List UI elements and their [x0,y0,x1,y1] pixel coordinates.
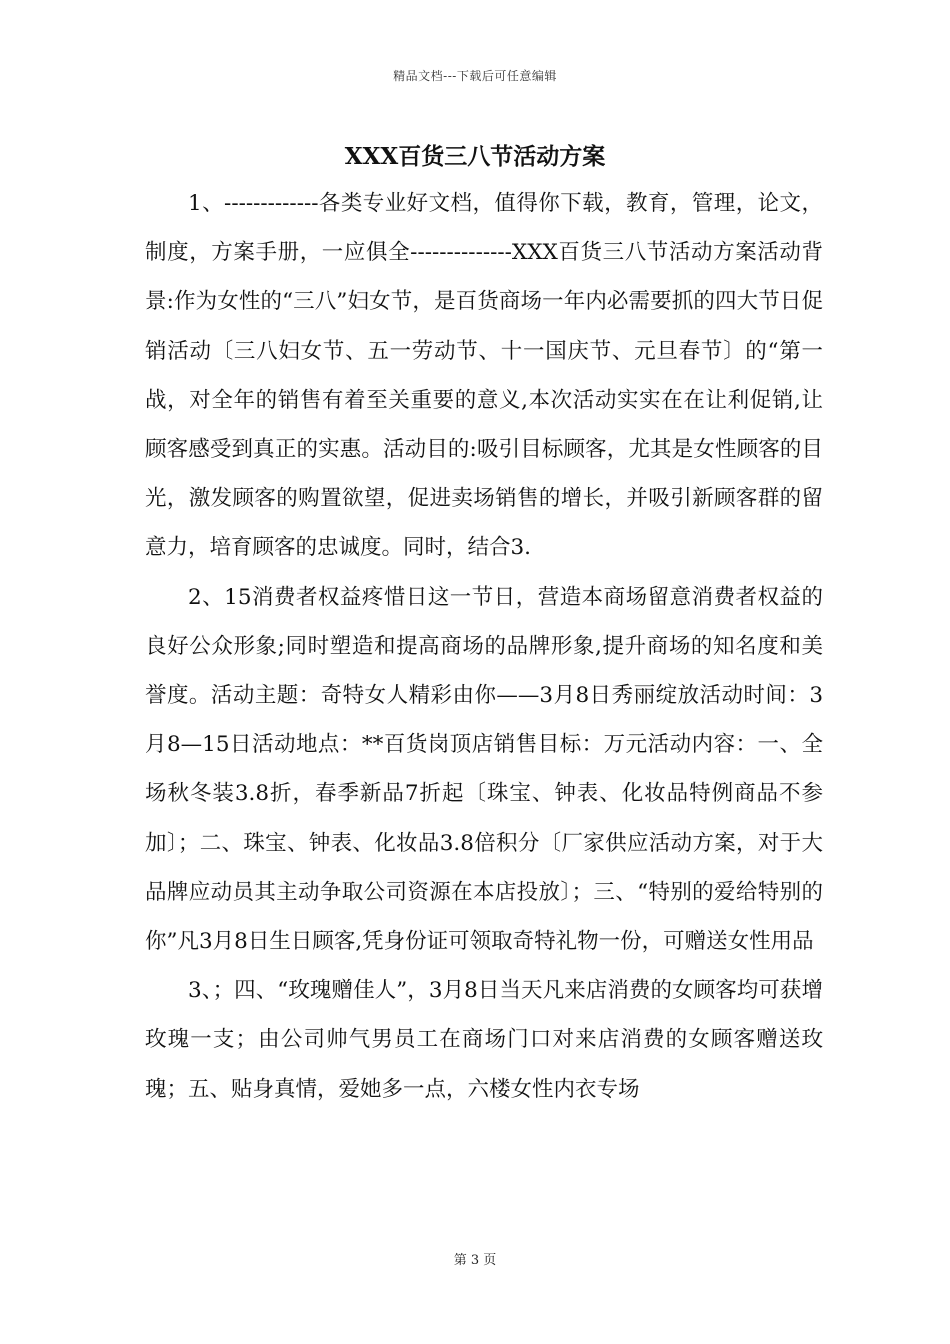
document-title: XXX百货三八节活动方案 [344,143,606,170]
header-note: 精品文档---下载后可任意编辑 [393,69,557,83]
paragraph-1: 1、-------------各类专业好文档，值得你下载，教育，管理，论文，制度，方案手册，一应俱全--------------XXX百货三八节活动方案活动背景:作为女性的“三八”妇女节，是百货商场一年内必需要抓的四大节日促销活动〔三八妇女节、五一劳动节、十一国庆节、元旦春节〕的“第一战，对全年的销售有着至关重要的意义,本次活动实实在在让利促销,让顾客感受到真正的实惠。活动目的:吸引目标顾客，尤其是女性顾客的目光，激发顾客的购置欲望，促进卖场销售的增长，并吸引新顾客群的留意力，培育顾客的忠诚度。同时，结合3. [145,191,823,561]
page-number: 第 3 页 [453,1253,497,1268]
paragraph-2: 2、15消费者权益疼惜日这一节日，营造本商场留意消费者权益的良好公众形象;同时塑造和提高商场的品牌形象,提升商场的知名度和美誉度。活动主题：奇特女人精彩由你——3月8日秀丽绽放活动时间：3月8—15日活动地点：**百货岗顶店销售目标：万元活动内容：一、全场秋冬装3.8折，春季新品7折起〔珠宝、钟表、化妆品特例商品不参加〕；二、珠宝、钟表、化妆品3.8倍积分〔厂家供应活动方案，对于大品牌应动员其主动争取公司资源在本店投放〕；三、“特别的爱给特别的你”凡3月8日生日顾客,凭身份证可领取奇特礼物一份，可赠送女性用品 [145,584,823,955]
paragraph-3: 3、；四、“玫瑰赠佳人”，3月8日当天凡来店消费的女顾客均可获增玫瑰一支；由公司帅气男员工在商场门口对来店消费的女顾客赠送玫瑰；五、贴身真情，爱她多一点，六楼女性内衣专场 [145,978,823,1102]
document-body [145,179,823,1114]
